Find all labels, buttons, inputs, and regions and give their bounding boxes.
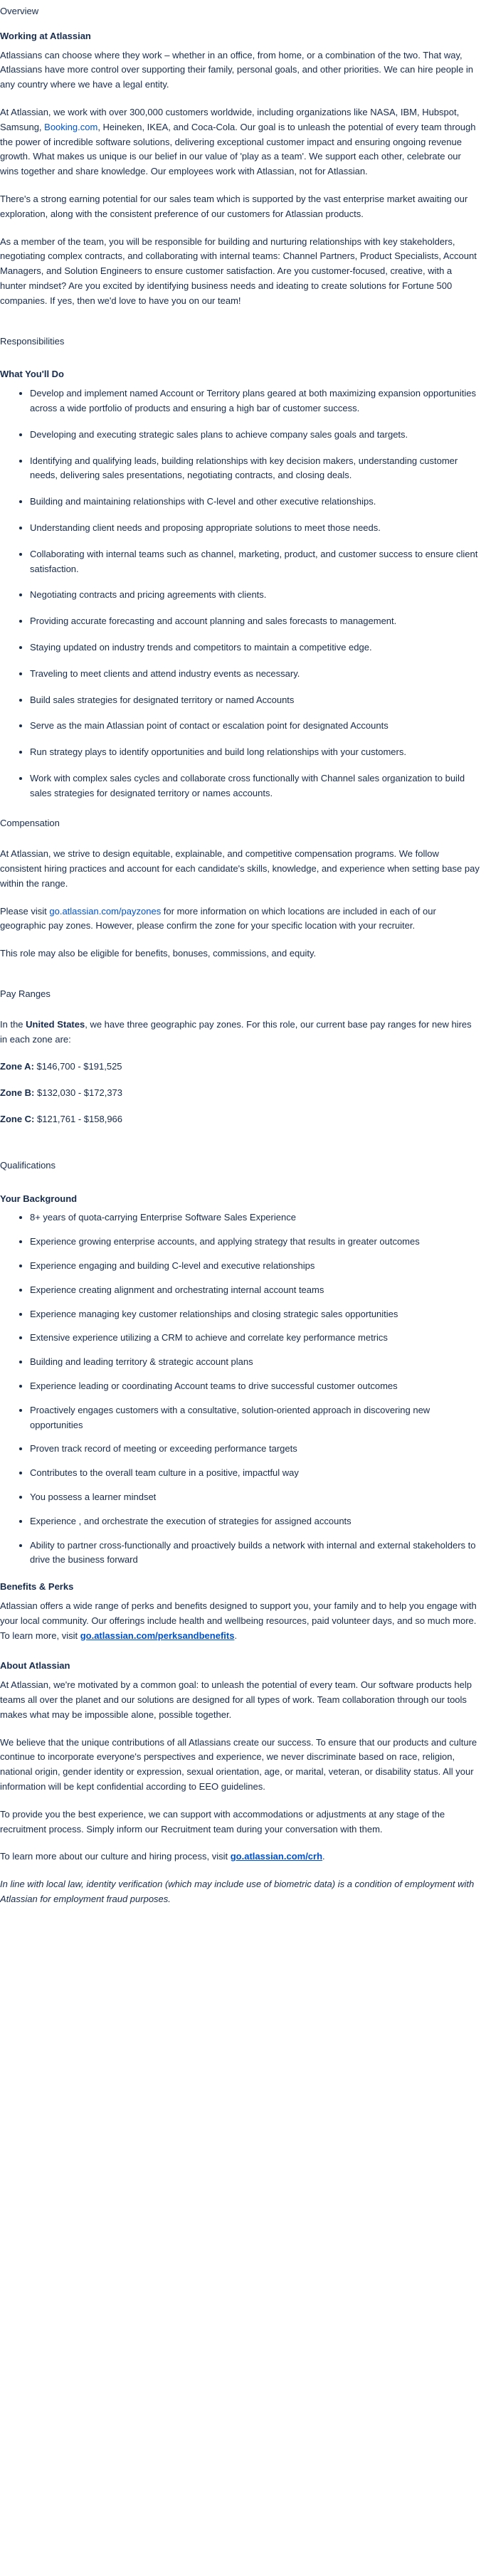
zone-c-range: $121,761 - $158,966 xyxy=(37,1114,123,1125)
zone-c-label: Zone C: xyxy=(0,1114,35,1125)
about-paragraph-4 xyxy=(0,1849,480,1864)
responsibility-item: • Collaborating with internal teams such as channel, marketing, product, and customer success to ensure client satisfaction. xyxy=(30,547,480,577)
qualification-item: • Contributes to the overall team culture in a positive, impactful way xyxy=(30,1466,480,1481)
payzones-link[interactable]: go.atlassian.com/payzones xyxy=(49,905,162,917)
overview-p2-text-b: , Heineken, IKEA, and Coca-Cola. Our goal is to unleash the potential of every team through the power of incredible software solutions, delivering exceptional customer impact and ensuring ongoing revenue growth. What makes us unique is our belief in our value of 'play as a team'. We support each other, celebrate our wins together and share knowledge. Our employees work with Atlassian, not for Atlassian. xyxy=(0,121,476,177)
qualification-item: • Experience growing enterprise accounts, and applying strategy that results in greater outcomes xyxy=(30,1235,480,1250)
about-p4-text-b: . xyxy=(322,1851,325,1862)
benefits-text-a: Atlassian offers a wide range of perks and benefits designed to support you, your family and to help you engage with your local community. Our offerings include health and wellbeing resources, paid volunteer days, and so much more. To learn more, visit xyxy=(0,1600,477,1641)
qualification-item: • Experience creating alignment and orchestrating internal account teams xyxy=(30,1283,480,1298)
qualifications-heading: Qualifications xyxy=(0,1159,56,1171)
qualification-item: • Experience managing key customer relationships and closing strategic sales opportunities xyxy=(30,1307,480,1322)
about-paragraph-1: At Atlassian, we're motivated by a common goal: to unleash the potential of every team. Our software products help teams all over the planet and our solutions are designed for all types of work. Team collaboration through our tools makes what may be impossible alone, possible together. xyxy=(0,1679,472,1720)
qualification-item: • Proactively engages customers with a consultative, solution-oriented approach in discovering new opportunities xyxy=(30,1403,480,1433)
compensation-paragraph-3: This role may also be eligible for benefits, bonuses, commissions, and equity. xyxy=(0,948,317,959)
perks-benefits-link[interactable]: go.atlassian.com/perksandbenefits xyxy=(80,1630,235,1641)
responsibility-item: • Serve as the main Atlassian point of contact or escalation point for designated Accounts xyxy=(30,719,480,734)
what-youll-do-heading: What You'll Do xyxy=(0,369,64,380)
qualification-item: • Building and leading territory & strategic account plans xyxy=(30,1355,480,1370)
qualification-item: • You possess a learner mindset xyxy=(30,1490,480,1505)
overview-paragraph-2 xyxy=(0,105,480,179)
responsibility-item: • Work with complex sales cycles and collaborate cross functionally with Channel sales organization to build sales strategies for designated territory or names accounts. xyxy=(30,771,480,801)
pay-intro-text-a: In the xyxy=(0,1018,26,1030)
booking-link[interactable]: Booking.com xyxy=(44,121,98,132)
overview-paragraph-3: There's a strong earning potential for our sales team which is supported by the vast enterprise market awaiting our exploration, along with the consistent preference of our customers for Atlassian products. xyxy=(0,193,468,219)
overview-heading: Overview xyxy=(0,6,39,16)
compensation-p2-text-a: Please visit xyxy=(0,905,50,917)
responsibility-item: • Identifying and qualifying leads, building relationships with key decision makers, understanding customer needs, delivering sales presentations, negotiating contracts, and closing deals. xyxy=(30,454,480,484)
responsibility-item: • Understanding client needs and proposing appropriate solutions to meet those needs. xyxy=(30,521,480,536)
qualification-item: • Experience engaging and building C-level and executive relationships xyxy=(30,1259,480,1274)
pay-intro-text-b: , we have three geographic pay zones. For this role, our current base pay ranges for new hires in each zone are: xyxy=(0,1018,472,1045)
about-paragraph-2: We believe that the unique contributions of all Atlassians create our success. To ensure that our products and culture continue to incorporate everyone's perspectives and experience, we never discriminate based on race, religion, national origin, gender identity or expression, sexual orientation, age, or marital, veteran, or disability status. All your information will be kept confidential according to EEO guidelines. xyxy=(0,1736,477,1792)
qualifications-list xyxy=(0,1210,480,1568)
responsibility-item: • Developing and executing strategic sales plans to achieve company sales goals and targets. xyxy=(30,428,480,443)
qualification-item: • Experience , and orchestrate the execution of strategies for assigned accounts xyxy=(30,1514,480,1529)
about-paragraph-5: In line with local law, identity verification (which may include use of biometric data) is a condition of employment with Atlassian for employment fraud purposes. xyxy=(0,1879,475,1904)
qualification-item: • Ability to partner cross-functionally and proactively builds a network with internal and external stakeholders to drive the business forward xyxy=(30,1538,480,1568)
zone-b-range: $132,030 - $172,373 xyxy=(37,1087,123,1099)
responsibility-item: • Traveling to meet clients and attend industry events as necessary. xyxy=(30,667,480,682)
benefits-text-b: . xyxy=(234,1630,238,1641)
benefits-paragraph xyxy=(0,1599,480,1643)
responsibility-item: • Negotiating contracts and pricing agreements with clients. xyxy=(30,588,480,603)
pay-ranges-heading: Pay Ranges xyxy=(0,988,51,1000)
pay-intro-country: United States xyxy=(26,1018,85,1030)
responsibilities-heading: Responsibilities xyxy=(0,335,65,347)
benefits-heading: Benefits & Perks xyxy=(0,1581,74,1593)
responsibility-item: • Run strategy plays to identify opportunities and build long relationships with your customers. xyxy=(30,745,480,760)
zone-a-range: $146,700 - $191,525 xyxy=(36,1061,122,1072)
compensation-paragraph-2 xyxy=(0,904,480,934)
your-background-heading: Your Background xyxy=(0,1193,78,1204)
responsibility-item: • Building and maintaining relationships with C-level and other executive relationships. xyxy=(30,495,480,510)
qualification-item: • Extensive experience utilizing a CRM to achieve and correlate key performance metrics xyxy=(30,1331,480,1346)
pay-ranges-intro xyxy=(0,1018,480,1047)
overview-paragraph-4: As a member of the team, you will be responsible for building and nurturing relationships with key stakeholders, negotiating complex contracts, and collaborating with internal teams: Channel Partners, Product Specialists, Account Managers, and Solution Engineers to ensure customer satisfaction. Are you customer-focused, creative, with a hunter mindset? Are you excited by identifying business needs and ideating to create solutions for Fortune 500 companies. If yes, then we'd love to have you on our team! xyxy=(0,236,477,306)
overview-paragraph-1: Atlassians can choose where they work – whether in an office, from home, or a combination of the two. That way, Atlassians have more control over supporting their family, personal goals, and other priorities. We can hire people in any country where we have a legal entity. xyxy=(0,49,474,90)
responsibility-item: • Providing accurate forecasting and account planning and sales forecasts to management. xyxy=(30,614,480,629)
responsibility-item: • Build sales strategies for designated territory or named Accounts xyxy=(30,693,480,708)
about-p4-text-a: To learn more about our culture and hiring process, visit xyxy=(0,1851,231,1862)
about-atlassian-heading: About Atlassian xyxy=(0,1660,70,1672)
pay-zone-c xyxy=(0,1112,480,1127)
responsibility-item: • Develop and implement named Account or Territory plans geared at both maximizing expansion opportunities across a wide portfolio of products and ensuring a high bar of customer success. xyxy=(30,386,480,416)
compensation-heading: Compensation xyxy=(0,818,60,829)
overview-p2-text-a: At Atlassian, we work with over 300,000 customers worldwide, including organizations like NASA, IBM, Hubspot, Samsung, xyxy=(0,106,460,132)
compensation-paragraph-1: At Atlassian, we strive to design equitable, explainable, and competitive compensation programs. We follow consistent hiring practices and account for each candidate's skills, knowledge, and experience when setting base pay within the range. xyxy=(0,848,480,889)
compensation-p2-text-b: for more information on which locations are included in each of our geographic pay zones. However, please confirm the zone for your specific location with your recruiter. xyxy=(0,905,436,931)
zone-b-label: Zone B: xyxy=(0,1087,35,1099)
qualification-item: • Proven track record of meeting or exceeding performance targets xyxy=(30,1442,480,1457)
zone-a-label: Zone A: xyxy=(0,1061,34,1072)
responsibilities-list xyxy=(0,386,480,801)
working-at-atlassian-heading: Working at Atlassian xyxy=(0,30,91,41)
responsibility-item: • Staying updated on industry trends and competitors to maintain a competitive edge. xyxy=(30,640,480,655)
qualification-item: • Experience leading or coordinating Account teams to drive successful customer outcomes xyxy=(30,1379,480,1394)
pay-zone-b xyxy=(0,1086,480,1101)
qualification-item: • 8+ years of quota-carrying Enterprise Software Sales Experience xyxy=(30,1210,480,1225)
crh-link[interactable]: go.atlassian.com/crh xyxy=(230,1851,323,1862)
pay-zone-a xyxy=(0,1060,480,1075)
about-paragraph-3: To provide you the best experience, we can support with accommodations or adjustments at any stage of the recruitment process. Simply inform our Recruitment team during your conversation with them. xyxy=(0,1808,445,1835)
